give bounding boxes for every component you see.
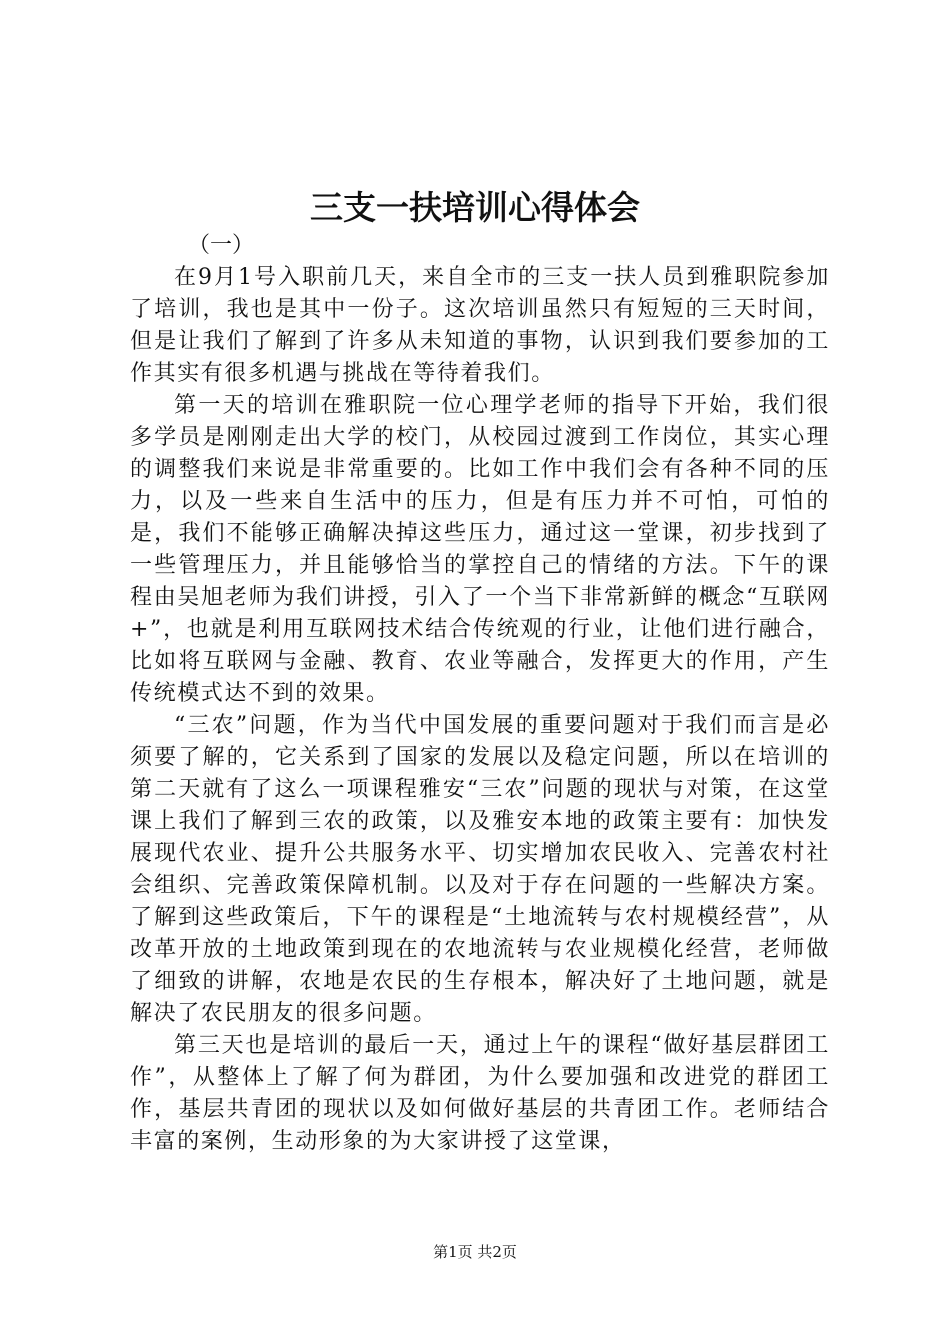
- section-label: （一）: [188, 233, 255, 258]
- paragraph-1: 在9月1号入职前几天，来自全市的三支一扶人员到雅职院参加了培训，我也是其中一份子。这次培训虽然只有短短的三天时间，但是让我们了解到了许多从未知道的事物，认识到我们要参加的工作其实有很多机遇与挑战在等待着我们。: [130, 265, 830, 386]
- document-title: 三支一扶培训心得体会: [310, 188, 640, 227]
- page-footer: 第1页 共2页: [433, 1243, 517, 1261]
- paragraph-4: 第三天也是培训的最后一天，通过上午的课程“做好基层群团工作”，从整体上了解了何为群团，为什么要加强和改进党的群团工作，基层共青团的现状以及如何做好基层的共青团工作。老师结合丰富的案例，生动形象的为大家讲授了这堂课，: [130, 1033, 830, 1154]
- paragraph-3: “三农”问题，作为当代中国发展的重要问题对于我们而言是必须要了解的，它关系到了国家的发展以及稳定问题，所以在培训的第二天就有了这么一项课程雅安“三农”问题的现状与对策，在这堂课上我们了解到三农的政策，以及雅安本地的政策主要有：加快发展现代农业、提升公共服务水平、切实增加农民收入、完善农村社会组织、完善政策保障机制。以及对于存在问题的一些解决方案。了解到这些政策后，下午的课程是“土地流转与农村规模经营”，从改革开放的土地政策到现在的农地流转与农业规模化经营，老师做了细致的讲解，农地是农民的生存根本，解决好了土地问题，就是解决了农民朋友的很多问题。: [130, 713, 830, 1026]
- paragraph-2: 第一天的培训在雅职院一位心理学老师的指导下开始，我们很多学员是刚刚走出大学的校门，从校园过渡到工作岗位，其实心理的调整我们来说是非常重要的。比如工作中我们会有各种不同的压力，以及一些来自生活中的压力，但是有压力并不可怕，可怕的是，我们不能够正确解决掉这些压力，通过这一堂课，初步找到了一些管理压力，并且能够恰当的掌控自己的情绪的方法。下午的课程由吴旭老师为我们讲授，引入了一个当下非常新鲜的概念“互联网+”，也就是利用互联网技术结合传统观的行业，让他们进行融合，比如将互联网与金融、教育、农业等融合，发挥更大的作用，产生传统模式达不到的效果。: [130, 393, 830, 706]
- document-body: [130, 230, 830, 1158]
